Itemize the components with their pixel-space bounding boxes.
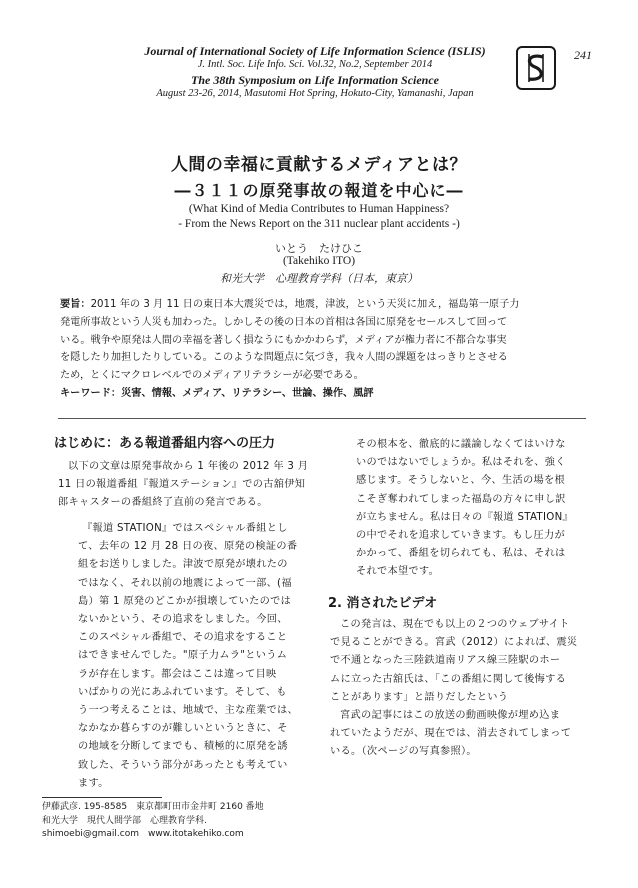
abstract-line: 発電所事故という人災も加わった。しかしその後の日本の首相は各国に原発をセールスして回って	[60, 316, 508, 328]
text-line: ます。	[78, 777, 109, 789]
journal-title: Journal of International Society of Life Information Science (ISLIS)	[144, 44, 486, 58]
intro-paragraph	[58, 458, 320, 513]
text-line: 組をお送りしました。津波で原発が壊れたの	[78, 559, 288, 571]
text-line: いのではないでしょうか。私はそれを、強く	[356, 457, 566, 469]
text-line: その根本を、徹底的に議論しなくてはいけな	[356, 439, 566, 450]
abstract-line: を隠したり加担したりしている。このような問題点に気づき，我々人間の課題をはっきりとさせる	[60, 352, 508, 364]
english-title: (What Kind of Media Contributes to Human Happiness?	[188, 203, 450, 215]
text-line: 以下の文章は原発事故から 1 年後の 2012 年 3 月	[68, 461, 309, 472]
text-line: 郎キャスターの番組終了直前の発言である。	[58, 497, 268, 509]
text-line: で不通となった三陸鉄道南リアス線三陸駅のホー	[330, 655, 561, 667]
text-line: ではなく、それ以前の地震によって一部、(福	[78, 577, 292, 589]
text-line: が立ちません。私は日々の『報道 STATION』	[356, 511, 573, 523]
english-subtitle: - From the News Report on the 311 nuclear plant accidents -)	[178, 218, 460, 230]
text-line: 『報道 STATION』ではスペシャル番組とし	[82, 523, 288, 534]
text-line: 致した、そういう部分があったとも考えてい	[78, 759, 288, 771]
text-line: こそぎ奪われてしまった福島の方々に申し訳	[356, 493, 566, 505]
text-line: て、去年の 12 月 28 日の夜、原発の検証の番	[78, 541, 298, 553]
text-line: れていたようだが、現在では、消去されてしまって	[330, 728, 572, 740]
text-line: う一つ考えることは、地域で、主な産業では、	[78, 705, 299, 717]
page-number: 241	[574, 48, 592, 62]
section-divider	[58, 418, 586, 419]
text-line: で見ることができる。宮武（2012）によれば、震災	[330, 637, 578, 649]
abstract-label: 要旨：	[60, 299, 91, 310]
text-line: ムに立った古舘氏は、「この番組に関して後悔する	[330, 673, 567, 685]
section-heading-intro: はじめに：ある報道番組内容への圧力	[54, 436, 276, 451]
text-line: ことがあります」と語りだしたという	[330, 691, 509, 703]
islis-logo-icon	[521, 51, 551, 85]
abstract-line: ため，とくにマクロレベルでのメディアリテラシーが必要である。	[60, 370, 364, 382]
author-name-en: (Takehiko ITO)	[282, 255, 356, 267]
contact-footnote	[42, 801, 362, 842]
paragraph-deleted-video	[330, 616, 592, 762]
footnote-line: 和光大学 現代人間学部 心理教育学科.	[42, 815, 207, 826]
text-line: それで本望です。	[356, 566, 440, 578]
symposium-venue: August 23-26, 2014, Masutomi Hot Spring, Hokuto-City, Yamanashi, Japan	[156, 88, 474, 99]
abstract-line: 要旨：2011 年の 3 月 11 日の東日本大震災では，地震，津波，という天災に加え，福島第一原子力	[60, 299, 520, 310]
text-line: ラが存在します。都会はここは違って目映	[78, 668, 277, 680]
footnote-rule	[42, 797, 162, 798]
text-line: はできませんでした。"原子力ムラ"というム	[78, 650, 288, 662]
abstract-line: いる。戦争や原発は人間の幸福を著しく損なうにもかかわらず，メディアが権力者に不都合な事実	[60, 334, 507, 346]
text-line: いる。（次ページの写真参照）。	[330, 746, 477, 758]
paper-subtitle: ―３１１の原発事故の報道を中心に―	[174, 181, 464, 200]
journal-citation: J. Intl. Soc. Life Info. Sci. Vol.32, No.2, September 2014	[197, 59, 433, 70]
text-line: の地域を分断してまでも、積極的に原発を誘	[78, 741, 288, 753]
symposium-title: The 38th Symposium on Life Information Science	[190, 73, 439, 87]
footnote-line: shimoebi@gmail.com www.itotakehiko.com	[42, 829, 244, 839]
text-line: この発言は、現在でも以上の２つのウェブサイト	[340, 619, 570, 630]
author-affiliation: 和光大学 心理教育学科（日本，東京）	[220, 272, 418, 285]
text-line: いばかりの光にあふれています。そして、も	[78, 686, 287, 698]
text-line: 11 日の報道番組『報道ステーション』での古舘伊知	[58, 479, 306, 491]
keywords-list: 災害、情報、メディア、リテラシー、世論、操作、風評	[121, 387, 374, 399]
text-line: このスペシャル番組で、その追求をすること	[78, 632, 288, 644]
author-name-jp: いとう たけひこ	[275, 242, 363, 255]
text-line: の中でそれを追求していきます。もし圧力が	[356, 530, 565, 542]
text-line: ないかという、その追求をしました。今回、	[78, 614, 288, 626]
abstract	[60, 296, 585, 403]
text-line: かかって、番組を切られても、私は、それは	[356, 548, 566, 560]
text-line: なかなか暮らすのが難しいというときに、そ	[78, 723, 288, 735]
quote-block	[58, 520, 320, 793]
footnote-line: 伊藤武彦. 195-8585 東京都町田市金井町 2160 番地	[42, 802, 264, 812]
islis-logo	[516, 46, 556, 90]
paper-title: 人間の幸福に貢献するメディアとは？	[170, 155, 468, 175]
keywords-label: キーワード：	[60, 387, 122, 399]
quote-continuation	[340, 436, 592, 582]
keywords	[60, 385, 585, 403]
text-line: 感じます。そうしないと、今、生活の場を根	[356, 475, 565, 487]
section-heading-deleted-video: 2. 消されたビデオ	[328, 596, 438, 611]
text-line: 宮武の記事にはこの放送の動画映像が埋め込ま	[340, 710, 561, 722]
text-line: 島）第 1 原発のどこかが損壊していたのでは	[78, 595, 292, 607]
